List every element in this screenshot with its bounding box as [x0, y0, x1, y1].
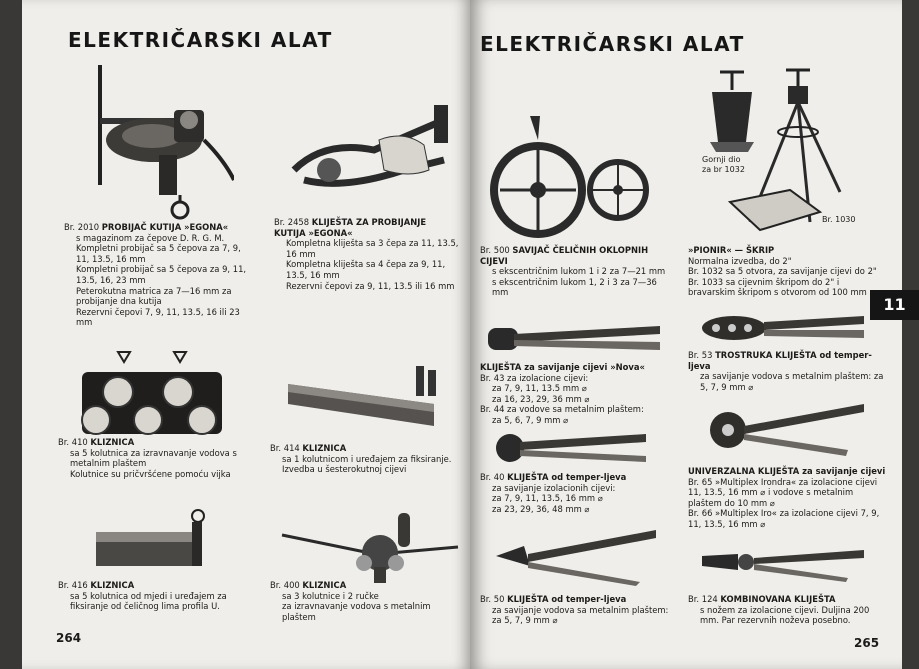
item-title: KOMBINOVANA KLIJEŠTA: [720, 594, 836, 604]
punching-pliers-illustration: [284, 100, 454, 200]
item-line: za 5, 6, 7, 9 mm ⌀: [492, 414, 569, 425]
item-universal: [688, 466, 888, 530]
item-title: KLIJEŠTA za savijanje cijevi »Nova«: [480, 362, 645, 372]
item-line: Br. 1032 sa 5 otvora, za savijanje cijevi do 2": [688, 266, 877, 277]
item-number: Br. 124: [688, 594, 718, 604]
item-53: [688, 350, 888, 392]
item-number: Br. 410: [58, 437, 88, 447]
pulley-414-illustration: [284, 364, 444, 434]
item-line: s nožem za izolacione cijevi. Duljina 200 mm. Par rezervnih noževa posebno.: [700, 604, 870, 626]
page-number: 264: [56, 631, 82, 645]
item-nova: [480, 362, 670, 426]
item-line: sa 5 kolutnica od mjedi i uređajem za fiksiranje od čeličnog lima profila U.: [70, 590, 227, 612]
left-page-heading: ELEKTRIČARSKI ALAT: [68, 28, 333, 52]
item-line: Kompletna kliješta sa 3 čepa za 11, 13.5, 16 mm: [286, 238, 459, 259]
item-number: Br. 500: [480, 245, 510, 255]
item-line: za savijanje izolacionih cijevi:: [492, 482, 616, 493]
item-line: Kolutnice su pričvršćene pomoću vijka: [70, 468, 231, 479]
universal-pliers-illustration: [698, 400, 868, 460]
item-title: KLIZNICA: [90, 437, 135, 447]
item-title: PROBIJAČ KUTIJA »EGONA«: [101, 222, 229, 232]
item-title: KLIJEŠTA ZA PROBIJANJE KUTIJA »EGONA«: [274, 217, 427, 238]
item-line: za izravnavanje vodova s metalnim plaštem: [282, 601, 431, 622]
item-line: Normalna izvedba, do 2": [688, 255, 792, 266]
item-40: [480, 472, 670, 514]
pulley-block-410-illustration: [78, 350, 226, 442]
item-title: KLIJEŠTA od temper-lјeva: [507, 594, 627, 604]
item-pionir: [688, 245, 888, 298]
item-line: Kompletna kliješta sa 4 čepa za 9, 11, 13.5, 16 mm: [286, 259, 446, 280]
item-title: KLIZNICA: [90, 580, 135, 590]
triple-pliers-illustration: [698, 310, 868, 346]
item-number: Br. 40: [480, 472, 505, 482]
item-line: Br. 1033 sa cijevnim škripom do 2" i bravarskim škripom s otvorom od 100 mm: [688, 276, 867, 298]
figure-note-line: Gornji dio: [702, 155, 741, 164]
item-line: za savijanje vodova s metalnim plaštem: za 5, 7, 9 mm ⌀: [700, 371, 884, 392]
combination-pliers-illustration: [698, 540, 868, 584]
item-title: UNIVERZALNA KLIJEŠTA za savijanje cijevi: [688, 466, 886, 476]
item-line: Rezervni čepovi za 9, 11, 13.5 ili 16 mm: [286, 280, 455, 291]
figure-note: [702, 155, 745, 175]
section-tab: 11: [870, 290, 919, 320]
item-line: Rezervni čepovi 7, 9, 11, 13.5, 16 ili 23 mm: [76, 306, 240, 328]
item-line: s magazinom za čepove D. R. G. M.: [76, 232, 225, 243]
item-line: Peterokutna matrica za 7—16 mm za probijanje dna kutija: [76, 285, 232, 307]
item-number: Br. 414: [270, 443, 300, 453]
item-title: KLIZNICA: [302, 443, 347, 453]
item-line: Br. 44 za vodove sa metalnim plaštem:: [480, 404, 644, 415]
right-page-heading: ELEKTRIČARSKI ALAT: [480, 32, 745, 56]
left-page: [22, 0, 470, 669]
item-title: SAVIJAČ ČELIČNIH OKLOPNIH CIJEVI: [480, 245, 649, 266]
item-line: s ekscentričnim lukom 1, 2 i 3 za 7—36 mm: [492, 276, 657, 298]
item-500: [480, 245, 670, 298]
item-124: [688, 594, 888, 626]
item-414: [270, 443, 458, 475]
item-title: KLIZNICA: [302, 580, 347, 590]
item-line: sa 5 kolutnica za izravnavanje vodova s metalnim plaštem: [70, 447, 237, 469]
item-line: za 23, 29, 36, 48 mm ⌀: [492, 503, 590, 514]
item-50: [480, 594, 670, 626]
conduit-bender-illustration: [490, 110, 650, 240]
item-line: s ekscentričnim lukom 1 i 2 za 7—21 mm: [492, 266, 666, 277]
item-number: Br. 2010: [64, 222, 100, 232]
item-line: Br. 43 za izolacione cijevi:: [480, 372, 589, 383]
item-line: Kompletni probijač sa 5 čepova za 7, 9, 11, 13.5, 16 mm: [76, 243, 241, 264]
item-2010: [64, 222, 252, 328]
item-line: Br. 66 »Multiplex Iro« za izolacione cijevi 7, 9, 11, 13.5, 16 mm ⌀: [688, 508, 880, 529]
item-line: sa 3 kolutnice i 2 ručke: [282, 590, 379, 601]
item-410: [58, 437, 258, 479]
box-punch-illustration: [84, 60, 234, 225]
item-2458: [274, 217, 460, 291]
item-title: KLIJEŠTA od temper-lјeva: [507, 472, 627, 482]
item-number: Br. 2458: [274, 217, 310, 227]
item-number: Br. 50: [480, 594, 505, 604]
temper-pliers-40-illustration: [490, 428, 650, 468]
item-title: TROSTRUKA KLIJEŠTA od temper-lјeva: [688, 350, 872, 371]
temper-pliers-50-illustration: [490, 526, 660, 586]
item-416: [58, 580, 258, 612]
right-page: [470, 0, 902, 669]
item-line: Br. 65 »Multiplex Irondra« za izolacione cijevi 11, 13.5, 16 mm ⌀ i vodove s metalnim plaštem do 10 mm ⌀: [688, 476, 878, 508]
nova-pliers-illustration: [484, 318, 664, 358]
item-title: »PIONIR« — ŠKRIP: [688, 245, 775, 255]
item-line: za 7, 9, 11, 13.5, 16 mm ⌀: [492, 493, 603, 504]
item-line: Kompletni probijač sa 5 čepova za 9, 11, 13.5, 16, 23 mm: [76, 264, 247, 285]
item-line: za savijanje vodova sa metalnim plaštem: za 5, 7, 9 mm ⌀: [492, 604, 669, 626]
pulley-416-illustration: [92, 508, 212, 574]
item-number: Br. 416: [58, 580, 88, 590]
item-number: Br. 400: [270, 580, 300, 590]
page-number: 265: [854, 636, 880, 650]
figure-note-line: za br 1032: [702, 165, 745, 174]
item-line: za 16, 23, 29, 36 mm ⌀: [492, 393, 590, 404]
item-line: za 7, 9, 11, 13.5 mm ⌀: [492, 383, 587, 394]
item-400: [270, 580, 460, 622]
item-number: Br. 53: [688, 350, 713, 360]
pulley-400-illustration: [280, 505, 460, 585]
figure-label-1030: Br. 1030: [822, 215, 856, 224]
item-line: sa 1 kolutnicom i uređajem za fiksiranje. Izvedba u šesterokutnoj cijevi: [282, 453, 452, 475]
